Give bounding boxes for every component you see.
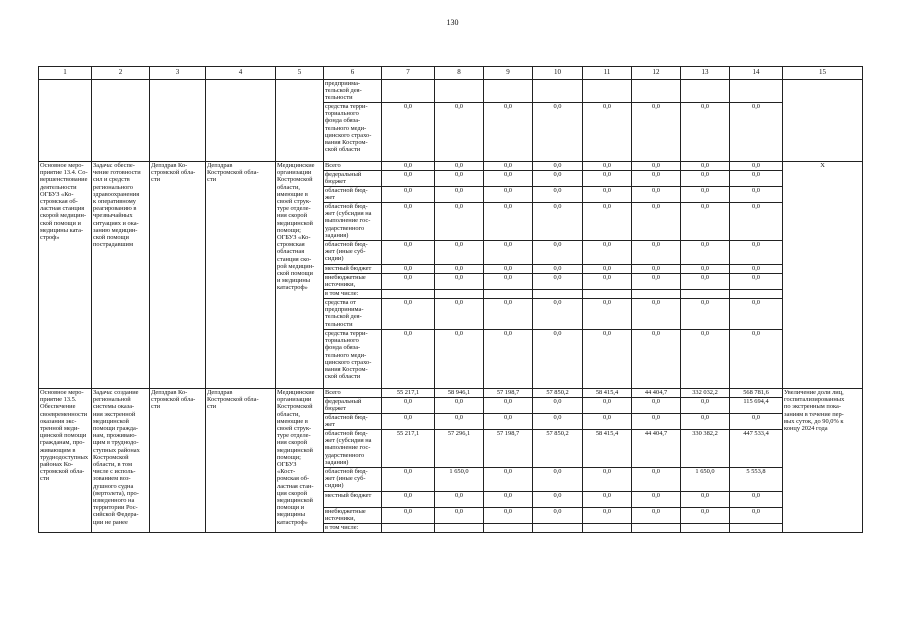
value-cell: 0,0	[382, 299, 435, 330]
value-cell: 0,0	[484, 468, 533, 492]
funding-source-label: областной бюд- жет	[324, 414, 382, 430]
value-cell: 0,0	[533, 241, 583, 265]
value-cell: 0,0	[681, 330, 730, 389]
value-cell	[382, 80, 435, 103]
value-cell: 55 217,1	[382, 430, 435, 468]
funding-source-label: Всего	[324, 389, 382, 398]
value-cell: 0,0	[484, 398, 533, 414]
value-cell: 0,0	[730, 414, 783, 430]
value-cell: 0,0	[533, 299, 583, 330]
value-cell: 0,0	[632, 398, 681, 414]
value-cell: 0,0	[435, 187, 484, 203]
value-cell: 0,0	[382, 274, 435, 290]
empty-cell	[276, 80, 324, 162]
value-cell: 0,0	[681, 398, 730, 414]
value-cell: 0,0	[435, 265, 484, 274]
value-cell	[681, 290, 730, 299]
empty-cell	[783, 80, 863, 162]
column-header-10: 10	[533, 67, 583, 80]
value-cell: 0,0	[583, 274, 632, 290]
value-cell: 0,0	[681, 162, 730, 171]
empty-cell	[206, 80, 276, 162]
value-cell: 0,0	[382, 265, 435, 274]
value-cell: 0,0	[435, 299, 484, 330]
value-cell: 0,0	[681, 241, 730, 265]
value-cell: 0,0	[583, 299, 632, 330]
value-cell: 0,0	[730, 330, 783, 389]
activity-13-4-responsible-executor: Депздрав Ко- стромской обла- сти	[150, 162, 206, 389]
value-cell: 0,0	[730, 103, 783, 162]
activity-13-5-task-description: Задача: создание региональной системы оказа- ния экстренной медицинской помощи гражда- нам, проживаю- щим в труднодо- ступных районах Костромской области, в том числе с исполь- зованием воз- душного судна (вертолета), про- изведенного на территории Рос- сийской Федера- ции не ранее	[92, 389, 150, 533]
value-cell: 0,0	[484, 492, 533, 508]
value-cell: 0,0	[533, 398, 583, 414]
value-cell: 0,0	[583, 492, 632, 508]
value-cell: 0,0	[533, 508, 583, 524]
value-cell: 0,0	[382, 162, 435, 171]
funding-source-label: местный бюджет	[324, 492, 382, 508]
value-cell: 0,0	[484, 299, 533, 330]
value-cell	[484, 290, 533, 299]
value-cell	[533, 524, 583, 533]
funding-source-label: областной бюд- жет (иные суб- сидии)	[324, 468, 382, 492]
value-cell: 0,0	[730, 241, 783, 265]
value-cell: 0,0	[681, 274, 730, 290]
value-cell: 0,0	[583, 330, 632, 389]
funding-source-label: федеральный бюджет	[324, 398, 382, 414]
value-cell	[435, 290, 484, 299]
value-cell: 0,0	[435, 508, 484, 524]
funding-source-label: средства от предпринима- тельской дея- тельности	[324, 299, 382, 330]
value-cell: 0,0	[632, 162, 681, 171]
value-cell: 0,0	[583, 265, 632, 274]
funding-source-label: внебюджетные источники,	[324, 508, 382, 524]
value-cell: 0,0	[533, 187, 583, 203]
value-cell: 0,0	[632, 171, 681, 187]
value-cell: 0,0	[632, 508, 681, 524]
value-cell: 0,0	[533, 103, 583, 162]
value-cell: 0,0	[382, 103, 435, 162]
value-cell: 568 781,6	[730, 389, 783, 398]
value-cell: 0,0	[533, 265, 583, 274]
value-cell: 0,0	[484, 330, 533, 389]
column-header-1: 1	[39, 67, 92, 80]
value-cell: 0,0	[583, 103, 632, 162]
value-cell: 115 694,4	[730, 398, 783, 414]
value-cell: 0,0	[533, 414, 583, 430]
value-cell: 0,0	[632, 187, 681, 203]
column-header-8: 8	[435, 67, 484, 80]
funding-source-label: средства терри- ториального фонда обяза- тельного меди- цинского страхо- вания Костром- ской области	[324, 330, 382, 389]
value-cell: 0,0	[730, 171, 783, 187]
funding-source-label: внебюджетные источники,	[324, 274, 382, 290]
empty-cell	[39, 80, 92, 162]
column-header-14: 14	[730, 67, 783, 80]
value-cell: 5 553,8	[730, 468, 783, 492]
column-header-5: 5	[276, 67, 324, 80]
value-cell: 0,0	[730, 274, 783, 290]
value-cell: 0,0	[533, 203, 583, 241]
column-header-15: 15	[783, 67, 863, 80]
value-cell	[583, 290, 632, 299]
empty-cell	[150, 80, 206, 162]
funding-source-label: областной бюд- жет	[324, 187, 382, 203]
value-cell: 447 533,4	[730, 430, 783, 468]
activity-13-5-coexecutor: Депздрав Костромской обла- сти	[206, 389, 276, 533]
funding-source-label: федеральный бюджет	[324, 171, 382, 187]
value-cell: 0,0	[730, 508, 783, 524]
value-cell: 0,0	[533, 274, 583, 290]
value-cell: 0,0	[382, 203, 435, 241]
value-cell	[583, 80, 632, 103]
value-cell: 44 404,7	[632, 389, 681, 398]
value-cell: 0,0	[435, 398, 484, 414]
value-cell	[435, 524, 484, 533]
value-cell	[681, 524, 730, 533]
value-cell: 332 032,2	[681, 389, 730, 398]
value-cell: 0,0	[730, 203, 783, 241]
value-cell	[484, 80, 533, 103]
funding-source-label: средства терри- ториального фонда обяза- тельного меди- цинского страхо- вания Костром- ской области	[324, 103, 382, 162]
value-cell: 0,0	[730, 299, 783, 330]
column-header-13: 13	[681, 67, 730, 80]
value-cell: 0,0	[632, 241, 681, 265]
value-cell: 0,0	[484, 171, 533, 187]
value-cell: 0,0	[435, 241, 484, 265]
value-cell: 0,0	[382, 187, 435, 203]
value-cell: 0,0	[435, 203, 484, 241]
funding-source-label: в том числе:	[324, 290, 382, 299]
value-cell	[632, 290, 681, 299]
funding-source-label: предприима- тельской дея- тельности	[324, 80, 382, 103]
value-cell: 0,0	[382, 171, 435, 187]
value-cell: 0,0	[632, 492, 681, 508]
value-cell	[484, 524, 533, 533]
value-cell: 0,0	[681, 492, 730, 508]
activity-13-4-coexecutor: Депздрав Костромской обла- сти	[206, 162, 276, 389]
value-cell	[632, 524, 681, 533]
value-cell	[382, 290, 435, 299]
activity-13-5-activity-name: Основное меро- приятие 13.5. Обеспечение своевременности оказания экс- тренной меди- цинской помощи гражданам, про- живающим в труднодоступных районах Ко- стромской обла- сти	[39, 389, 92, 533]
value-cell: 0,0	[681, 187, 730, 203]
value-cell	[533, 80, 583, 103]
value-cell: 0,0	[632, 414, 681, 430]
value-cell: 0,0	[583, 203, 632, 241]
value-cell: 58 415,4	[583, 430, 632, 468]
value-cell: 0,0	[382, 241, 435, 265]
value-cell: 0,0	[484, 265, 533, 274]
value-cell: 0,0	[583, 414, 632, 430]
value-cell: 0,0	[681, 414, 730, 430]
column-header-12: 12	[632, 67, 681, 80]
value-cell: 0,0	[681, 171, 730, 187]
value-cell: 0,0	[382, 330, 435, 389]
activity-13-4-activity-name: Основное меро- приятие 13.4. Со- вершенствование деятельности ОГБУЗ «Ко- стромская об- ластная станция скорой медицин- ской помощи и медицины ката- строф»	[39, 162, 92, 389]
page-number: 130	[446, 18, 459, 27]
value-cell: 0,0	[484, 241, 533, 265]
value-cell: 0,0	[681, 103, 730, 162]
value-cell: 0,0	[632, 330, 681, 389]
value-cell: 57 296,1	[435, 430, 484, 468]
column-header-2: 2	[92, 67, 150, 80]
value-cell: 0,0	[484, 414, 533, 430]
value-cell: 0,0	[435, 162, 484, 171]
value-cell: 0,0	[435, 492, 484, 508]
value-cell	[533, 290, 583, 299]
value-cell: 0,0	[583, 468, 632, 492]
value-cell: 58 415,4	[583, 389, 632, 398]
activity-13-5-expected-result: Увеличение доли лиц, госпитализированных по экстренным пока- заниям в течение пер- вых суток, до 90,0% к концу 2024 года	[783, 389, 863, 533]
funding-source-label: в том числе:	[324, 524, 382, 533]
value-cell: 0,0	[583, 187, 632, 203]
funding-source-label: областной бюд- жет (субсидия на выполнение гос- ударственного задания)	[324, 203, 382, 241]
funding-source-label: областной бюд- жет (иные суб- сидии)	[324, 241, 382, 265]
value-cell: 0,0	[583, 508, 632, 524]
column-header-7: 7	[382, 67, 435, 80]
value-cell	[382, 524, 435, 533]
value-cell: 0,0	[533, 468, 583, 492]
value-cell: 0,0	[484, 274, 533, 290]
value-cell: 0,0	[484, 203, 533, 241]
value-cell: 0,0	[382, 468, 435, 492]
activity-13-5-participants: Медицинские организации Костромской области, имеющие в своей струк- туре отделе- ния скорой медицинской помощи; ОГБУЗ «Кост- ромская об- ластная стан- ция скорой медицинской помощи и медицины катастроф»	[276, 389, 324, 533]
value-cell: 0,0	[730, 162, 783, 171]
value-cell: 0,0	[632, 103, 681, 162]
column-header-row	[39, 67, 863, 80]
empty-cell	[92, 80, 150, 162]
value-cell: 0,0	[484, 103, 533, 162]
value-cell: 0,0	[681, 203, 730, 241]
table-row	[39, 162, 863, 171]
value-cell	[730, 290, 783, 299]
value-cell: 57 850,2	[533, 389, 583, 398]
value-cell: 0,0	[435, 103, 484, 162]
value-cell: 0,0	[382, 508, 435, 524]
value-cell: 0,0	[632, 274, 681, 290]
value-cell: 44 404,7	[632, 430, 681, 468]
value-cell	[730, 524, 783, 533]
value-cell: 1 650,0	[681, 468, 730, 492]
funding-source-label: Всего	[324, 162, 382, 171]
value-cell: 0,0	[730, 187, 783, 203]
value-cell: 0,0	[632, 299, 681, 330]
value-cell: 0,0	[632, 265, 681, 274]
value-cell: 55 217,1	[382, 389, 435, 398]
value-cell: 58 946,1	[435, 389, 484, 398]
value-cell: 0,0	[484, 508, 533, 524]
value-cell: 0,0	[632, 468, 681, 492]
table-row	[39, 389, 863, 398]
column-header-4: 4	[206, 67, 276, 80]
column-header-11: 11	[583, 67, 632, 80]
value-cell: 0,0	[484, 187, 533, 203]
value-cell: 0,0	[730, 492, 783, 508]
activity-13-5-responsible-executor: Депздрав Ко- стромской обла- сти	[150, 389, 206, 533]
value-cell: 0,0	[533, 330, 583, 389]
funding-source-label: областной бюд- жет (субсидия на выполнение гос- ударственного задания)	[324, 430, 382, 468]
value-cell: 0,0	[681, 299, 730, 330]
value-cell: 0,0	[533, 492, 583, 508]
activity-13-4-expected-result: Х	[783, 162, 863, 389]
value-cell: 0,0	[730, 265, 783, 274]
value-cell: 0,0	[533, 162, 583, 171]
value-cell: 0,0	[484, 162, 533, 171]
value-cell: 0,0	[583, 171, 632, 187]
table-row	[39, 80, 863, 103]
value-cell: 0,0	[583, 241, 632, 265]
value-cell	[583, 524, 632, 533]
value-cell	[632, 80, 681, 103]
value-cell: 0,0	[533, 171, 583, 187]
value-cell	[681, 80, 730, 103]
value-cell: 0,0	[681, 265, 730, 274]
value-cell: 0,0	[382, 414, 435, 430]
value-cell	[730, 80, 783, 103]
value-cell: 0,0	[681, 508, 730, 524]
value-cell: 0,0	[435, 330, 484, 389]
column-header-6: 6	[324, 67, 382, 80]
value-cell: 0,0	[583, 162, 632, 171]
value-cell: 0,0	[632, 203, 681, 241]
value-cell: 0,0	[583, 398, 632, 414]
value-cell: 0,0	[435, 414, 484, 430]
value-cell: 57 198,7	[484, 430, 533, 468]
value-cell: 0,0	[382, 398, 435, 414]
value-cell: 330 382,2	[681, 430, 730, 468]
value-cell: 57 850,2	[533, 430, 583, 468]
value-cell: 57 198,7	[484, 389, 533, 398]
value-cell	[435, 80, 484, 103]
value-cell: 0,0	[435, 171, 484, 187]
value-cell: 1 650,0	[435, 468, 484, 492]
column-header-3: 3	[150, 67, 206, 80]
value-cell: 0,0	[435, 274, 484, 290]
value-cell: 0,0	[382, 492, 435, 508]
funding-source-label: местный бюджет	[324, 265, 382, 274]
column-header-9: 9	[484, 67, 533, 80]
budget-table	[38, 66, 863, 533]
activity-13-4-participants: Медицинские организации Костромской области, имеющие в своей струк- туре отделе- ния скорой медицинской помощи; ОГБУЗ «Ко- стромская областная станция ско- рой медицин- ской помощи и медицины катастроф»	[276, 162, 324, 389]
activity-13-4-task-description: Задача: обеспе- чение готовности сил и средств регионального здравоохранения к оперативному реагированию в чрезвычайных ситуациях и ока- занию медицин- ской помощи пострадавшим	[92, 162, 150, 389]
